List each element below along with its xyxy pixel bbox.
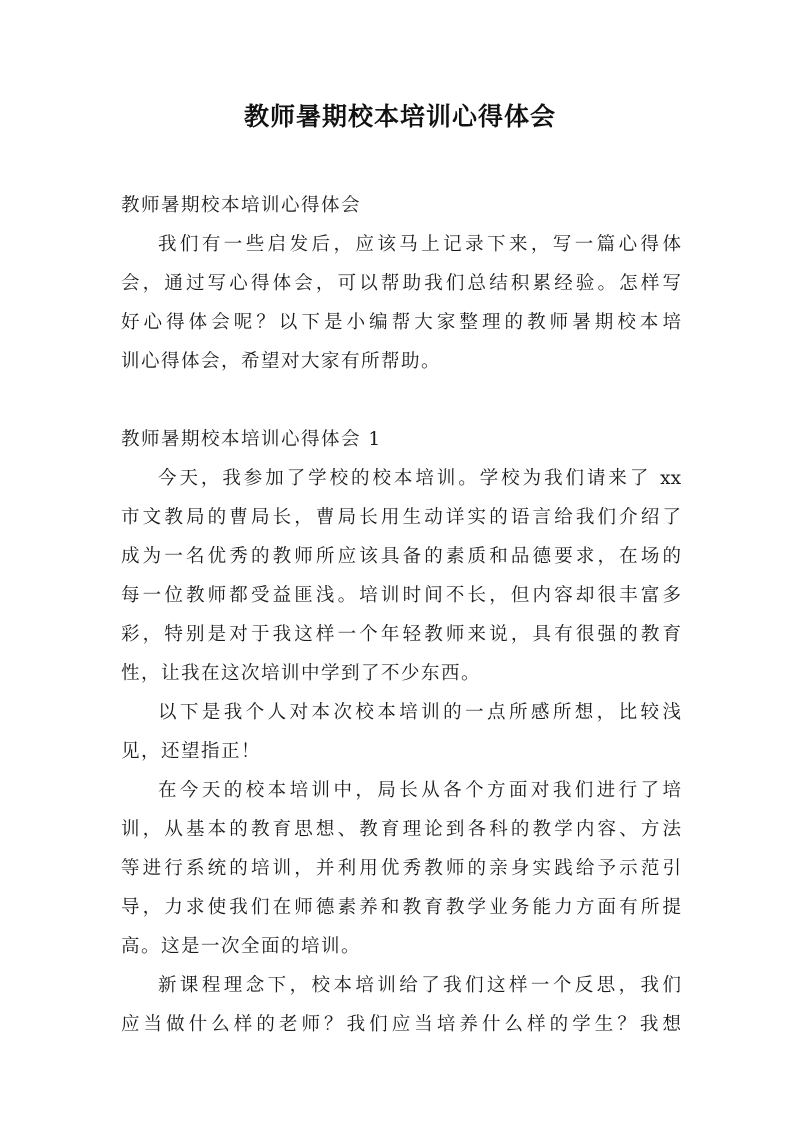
paragraph-line: 等进行系统的培训，并利用优秀教师的亲身实践给予示范引	[121, 858, 681, 879]
paragraph-line: 训心得体会，希望对大家有所帮助。	[121, 351, 442, 372]
intro-paragraph	[121, 225, 681, 381]
paragraph-line: 训，从基本的教育思想、教育理论到各科的教学内容、方法	[121, 819, 681, 840]
paragraph-line: 今天，我参加了学校的校本培训。学校为我们请来了 xx	[158, 468, 681, 489]
paragraph-1	[121, 459, 681, 693]
paragraph-line: 成为一名优秀的教师所应该具备的素质和品德要求，在场的	[121, 546, 681, 567]
document-body	[121, 186, 681, 1044]
paragraph-line: 新课程理念下，校本培训给了我们这样一个反思，我们	[158, 975, 681, 996]
paragraph-line: 性，让我在这次培训中学到了不少东西。	[121, 663, 482, 684]
section-heading: 教师暑期校本培训心得体会 1	[121, 429, 382, 450]
paragraph-line: 会，通过写心得体会，可以帮助我们总结积累经验。怎样写	[121, 273, 681, 294]
paragraph-line: 彩，特别是对于我这样一个年轻教师来说，具有很强的教育	[121, 624, 681, 645]
paragraph-2	[121, 693, 681, 771]
paragraph-line: 市文教局的曹局长，曹局长用生动详实的语言给我们介绍了	[121, 507, 681, 528]
blank-line	[121, 381, 681, 420]
paragraph-line: 导，力求使我们在师德素养和教育教学业务能力方面有所提	[121, 897, 681, 918]
paragraph-line: 在今天的校本培训中，局长从各个方面对我们进行了培	[158, 780, 681, 801]
paragraph-3	[121, 771, 681, 966]
paragraph-line: 我们有一些启发后，应该马上记录下来，写一篇心得体	[158, 234, 681, 255]
paragraph-line: 高。这是一次全面的培训。	[121, 936, 362, 957]
paragraph-line: 应当做什么样的老师？我们应当培养什么样的学生？我想	[121, 1014, 681, 1035]
paragraph-line: 见，还望指正！	[121, 741, 262, 762]
document-title: 教师暑期校本培训心得体会	[243, 102, 556, 131]
intro-heading: 教师暑期校本培训心得体会	[121, 195, 362, 216]
paragraph-line: 每一位教师都受益匪浅。培训时间不长，但内容却很丰富多	[121, 585, 681, 606]
paragraph-line: 以下是我个人对本次校本培训的一点所感所想，比较浅	[158, 702, 681, 723]
paragraph-4	[121, 966, 681, 1044]
paragraph-line: 好心得体会呢？以下是小编帮大家整理的教师暑期校本培	[121, 312, 681, 333]
